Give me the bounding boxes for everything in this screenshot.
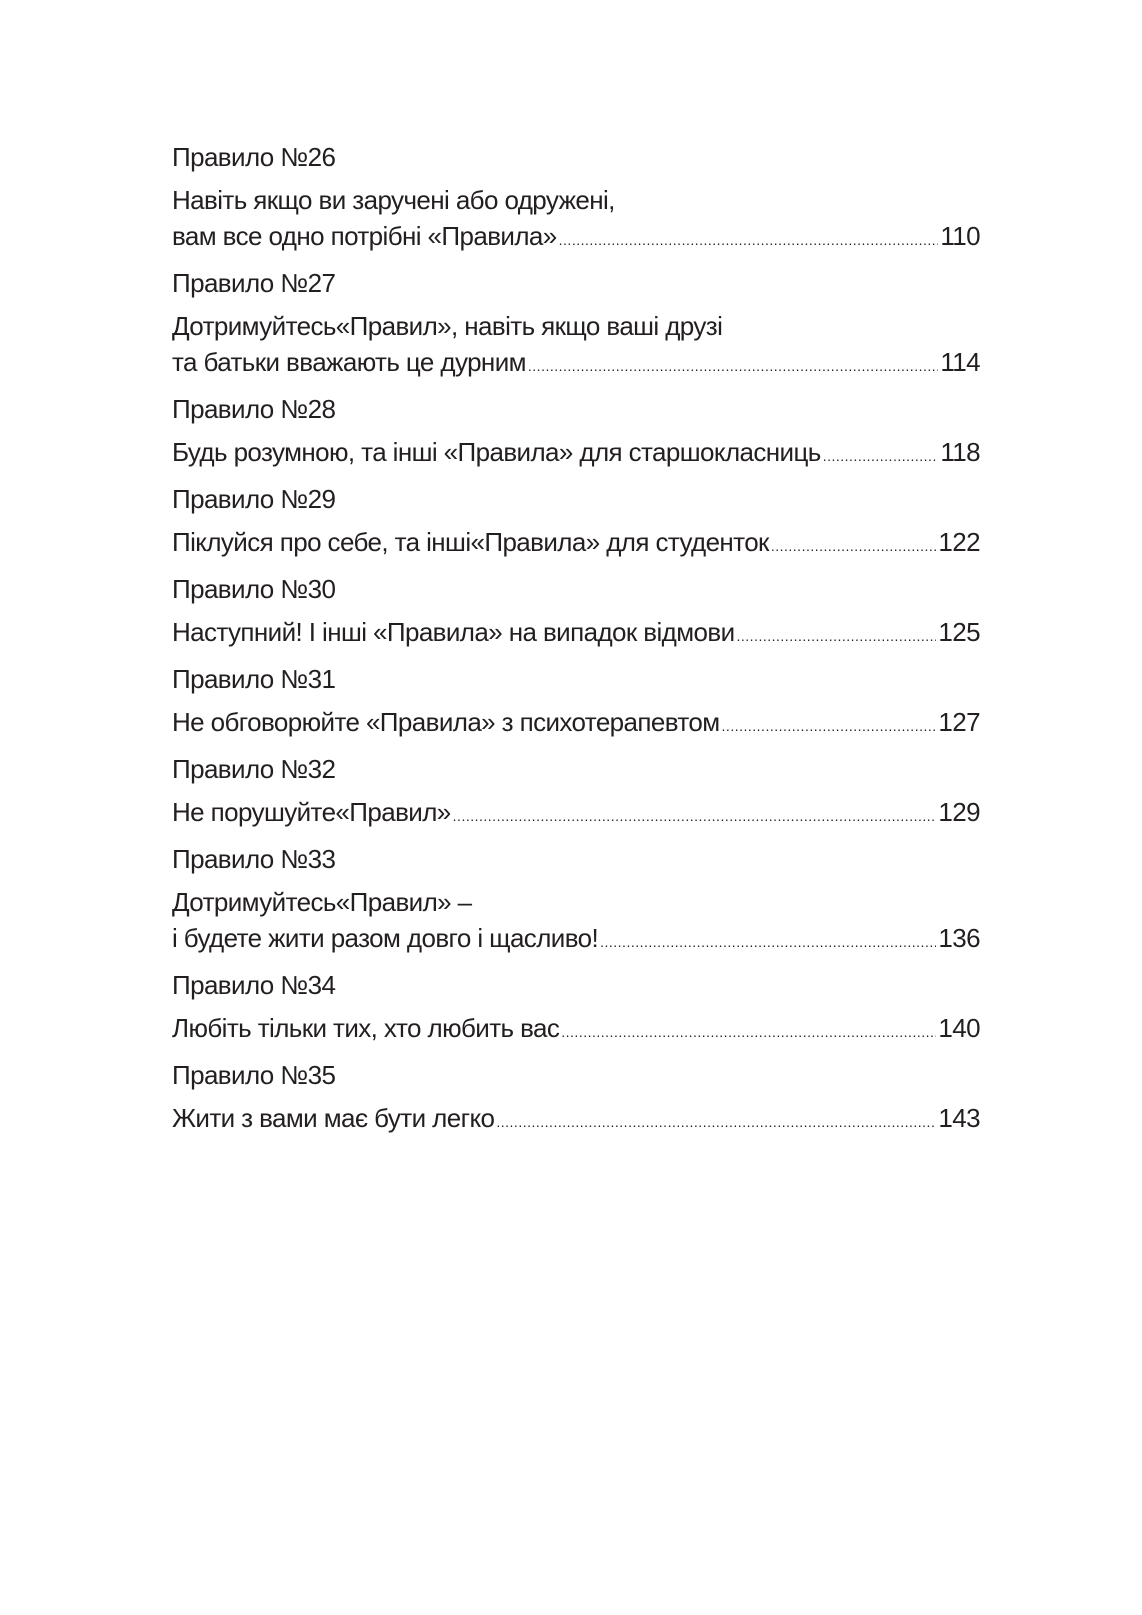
toc-title-last-line[interactable] [172, 1100, 980, 1136]
toc-title: Любіть тільки тих, хто любить вас [172, 1013, 560, 1043]
dot-leader [561, 1014, 936, 1050]
toc-entry-34 [172, 968, 980, 1046]
toc-title-last-line[interactable] [172, 434, 980, 470]
page-number: 125 [938, 617, 980, 647]
rule-number: Правило №30 [172, 574, 336, 604]
rule-number: Правило №27 [172, 268, 336, 298]
toc-title-line: Дотримуйтесь«Правил» – [172, 887, 472, 917]
toc-title: Будь розумною, та інші «Правила» для старшокласниць [172, 437, 821, 467]
toc-title-last-line[interactable] [172, 344, 980, 380]
page-number: 136 [938, 923, 980, 953]
dot-leader [600, 924, 936, 960]
toc-title-last-line[interactable] [172, 920, 980, 956]
rule-number: Правило №29 [172, 484, 336, 514]
toc-entry-26 [172, 140, 980, 254]
toc-entry-28 [172, 392, 980, 470]
table-of-contents [172, 140, 980, 1148]
rule-number: Правило №31 [172, 664, 336, 694]
page-number: 140 [938, 1013, 980, 1043]
page-number: 143 [938, 1103, 980, 1133]
toc-title: Не обговорюйте «Правила» з психотерапевтом [172, 707, 720, 737]
toc-entry-35 [172, 1058, 980, 1136]
toc-title: та батьки вважають це дурним [172, 347, 526, 377]
toc-title-last-line[interactable] [172, 1010, 980, 1046]
toc-title: вам все одно потрібні «Правила» [172, 221, 557, 251]
dot-leader [737, 618, 937, 654]
page-number: 127 [938, 707, 980, 737]
dot-leader [528, 348, 938, 384]
toc-title-last-line[interactable] [172, 524, 980, 560]
page-number: 110 [940, 221, 980, 251]
toc-title: Жити з вами має бути легко [172, 1103, 495, 1133]
dot-leader [722, 708, 937, 744]
toc-title-line: Навіть якщо ви заручені або одружені, [172, 185, 615, 215]
dot-leader [496, 1104, 936, 1140]
toc-entry-29 [172, 482, 980, 560]
rule-number: Правило №32 [172, 754, 336, 784]
page-number: 129 [938, 797, 980, 827]
toc-entry-30 [172, 572, 980, 650]
toc-entry-27 [172, 266, 980, 380]
page-number: 114 [940, 347, 980, 377]
toc-title-last-line[interactable] [172, 794, 980, 830]
toc-title-last-line[interactable] [172, 614, 980, 650]
dot-leader [771, 528, 937, 564]
toc-entry-33 [172, 842, 980, 956]
toc-title: Наступний! І інші «Правила» на випадок відмови [172, 617, 735, 647]
toc-title-line: Дотримуйтесь«Правил», навіть якщо ваші друзі [172, 311, 723, 341]
rule-number: Правило №33 [172, 844, 336, 874]
rule-number: Правило №28 [172, 394, 336, 424]
page-number: 122 [938, 527, 980, 557]
rule-number: Правило №26 [172, 142, 336, 172]
toc-title: Не порушуйте«Правил» [172, 797, 451, 827]
dot-leader [453, 798, 937, 834]
toc-entry-31 [172, 662, 980, 740]
toc-title-last-line[interactable] [172, 704, 980, 740]
page-number: 118 [940, 437, 980, 467]
toc-title: Піклуйся про себе, та інші«Правила» для студенток [172, 527, 769, 557]
rule-number: Правило №35 [172, 1060, 336, 1090]
dot-leader [823, 438, 939, 474]
toc-entry-32 [172, 752, 980, 830]
toc-title: і будете жити разом довго і щасливо! [172, 923, 599, 953]
dot-leader [559, 222, 939, 258]
toc-title-last-line[interactable] [172, 218, 980, 254]
rule-number: Правило №34 [172, 970, 336, 1000]
